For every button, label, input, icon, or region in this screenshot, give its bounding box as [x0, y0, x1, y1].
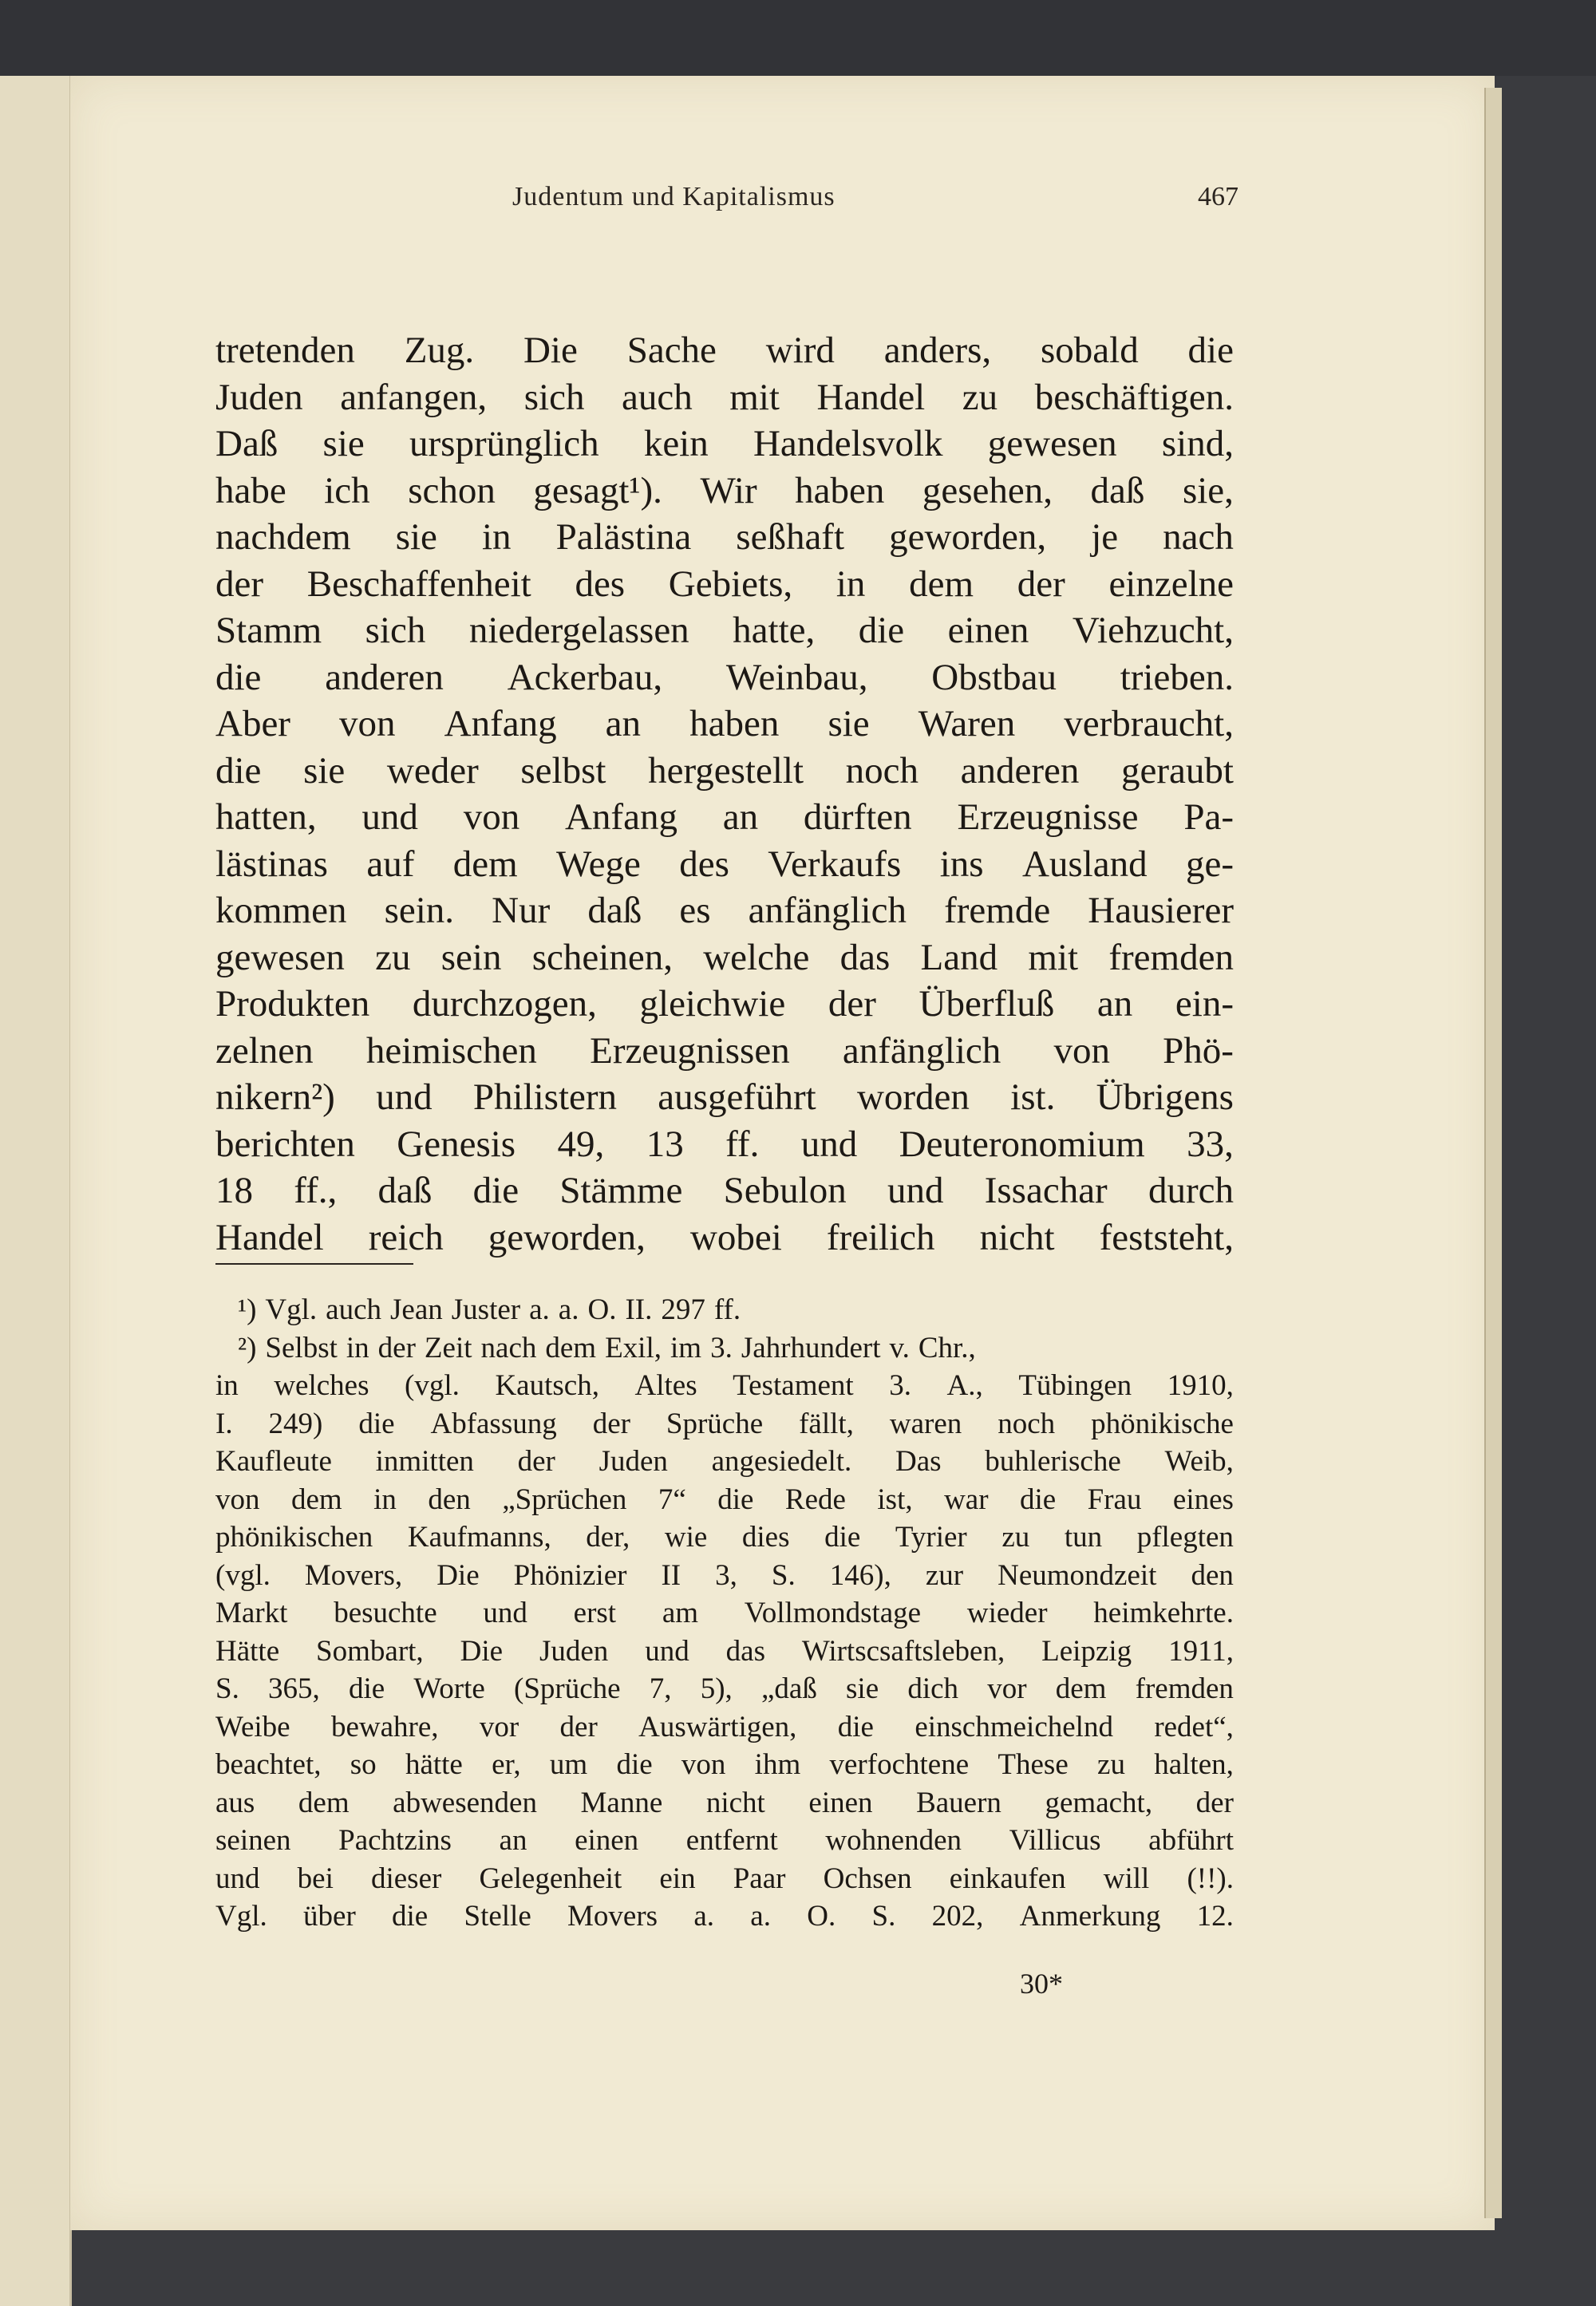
- footnote-line: ²) Selbst in der Zeit nach dem Exil, im 3. Jahrhundert v. Chr.,: [238, 1331, 976, 1364]
- footnote-line: S. 365, die Worte (Sprüche 7, 5), „daß sie dich vor dem fremden: [215, 1672, 1234, 1705]
- footnote-line: (vgl. Movers, Die Phönizier II 3, S. 146), zur Neumondzeit den: [215, 1558, 1234, 1592]
- body-line: Juden anfangen, sich auch mit Handel zu beschäftigen.: [215, 376, 1234, 418]
- footnote-line: phönikischen Kaufmanns, der, wie dies die Tyrier zu tun pflegten: [215, 1521, 1234, 1554]
- footnote-line: von dem in den „Sprüchen 7“ die Rede ist, war die Frau eines: [215, 1483, 1234, 1516]
- footnote-line: Weibe bewahre, vor der Auswärtigen, die einschmeichelnd redet“,: [215, 1710, 1234, 1743]
- footnote-line: in welches (vgl. Kautsch, Altes Testament 3. A., Tübingen 1910,: [215, 1369, 1234, 1402]
- footnote-line: beachtet, so hätte er, um die von ihm verfochtene These zu halten,: [215, 1748, 1234, 1781]
- body-line: nikern²) und Philistern ausgeführt worden ist. Übrigens: [215, 1076, 1234, 1118]
- body-line: Produkten durchzogen, gleichwie der Überfluß an ein-: [215, 983, 1234, 1025]
- body-line: berichten Genesis 49, 13 ff. und Deuteronomium 33,: [215, 1123, 1234, 1165]
- page-fore-edge: [1484, 88, 1502, 2218]
- body-line: Stamm sich niedergelassen hatte, die einen Viehzucht,: [215, 610, 1234, 651]
- facing-page-edge: [0, 76, 72, 2306]
- body-line: tretenden Zug. Die Sache wird anders, sobald die: [215, 330, 1234, 371]
- footnote-line: Hätte Sombart, Die Juden und das Wirtscsaftsleben, Leipzig 1911,: [215, 1634, 1234, 1668]
- body-line: Aber von Anfang an haben sie Waren verbraucht,: [215, 703, 1234, 744]
- footnote-line: I. 249) die Abfassung der Sprüche fällt, waren noch phönikische: [215, 1407, 1234, 1440]
- footnote-line: Kaufleute inmitten der Juden angesiedelt. Das buhlerische Weib,: [215, 1445, 1234, 1478]
- footnote-line: aus dem abwesenden Manne nicht einen Bauern gemacht, der: [215, 1786, 1234, 1819]
- body-line: die sie weder selbst hergestellt noch anderen geraubt: [215, 749, 1234, 792]
- body-line: 18 ff., daß die Stämme Sebulon und Issachar durch: [215, 1170, 1234, 1211]
- body-line: kommen sein. Nur daß es anfänglich fremde Hausierer: [215, 890, 1234, 931]
- body-line: die anderen Ackerbau, Weinbau, Obstbau trieben.: [215, 656, 1234, 698]
- body-line: Daß sie ursprünglich kein Handelsvolk gewesen sind,: [215, 423, 1234, 464]
- footnote-line: seinen Pachtzins an einen entfernt wohnenden Villicus abführt: [215, 1824, 1234, 1857]
- footnote-line: Markt besuchte und erst am Vollmondstage wieder heimkehrte.: [215, 1597, 1234, 1629]
- footnote-line: Vgl. über die Stelle Movers a. a. O. S. 202, Anmerkung 12.: [215, 1900, 1234, 1933]
- page-number: 467: [1198, 182, 1238, 211]
- body-line: nachdem sie in Palästina seßhaft geworden, je nach: [215, 516, 1234, 558]
- footnotes: [215, 1291, 1234, 1936]
- body-text: [215, 327, 1234, 1261]
- running-title: Judentum und Kapitalismus: [512, 182, 836, 211]
- footnote-line: und bei dieser Gelegenheit ein Paar Ochsen einkaufen will (!!).: [215, 1862, 1234, 1895]
- body-line: hatten, und von Anfang an dürften Erzeugnisse Pa-: [215, 796, 1234, 838]
- running-header: [145, 182, 1238, 222]
- scan-background: [0, 0, 1596, 76]
- body-line: gewesen zu sein scheinen, welche das Land mit fremden: [215, 936, 1234, 978]
- body-line: der Beschaffenheit des Gebiets, in dem der einzelne: [215, 563, 1234, 605]
- body-line: zelnen heimischen Erzeugnissen anfänglich von Phö-: [215, 1029, 1234, 1072]
- footnote-rule: [215, 1263, 413, 1265]
- footnote-line: ¹) Vgl. auch Jean Juster a. a. O. II. 297 ff.: [238, 1293, 741, 1326]
- signature-mark: 30*: [1020, 1968, 1063, 2000]
- body-line: habe ich schon gesagt¹). Wir haben gesehen, daß sie,: [215, 469, 1234, 511]
- body-line: lästinas auf dem Wege des Verkaufs ins Ausland ge-: [215, 843, 1234, 885]
- body-line: Handel reich geworden, wobei freilich nicht feststeht,: [215, 1216, 1234, 1258]
